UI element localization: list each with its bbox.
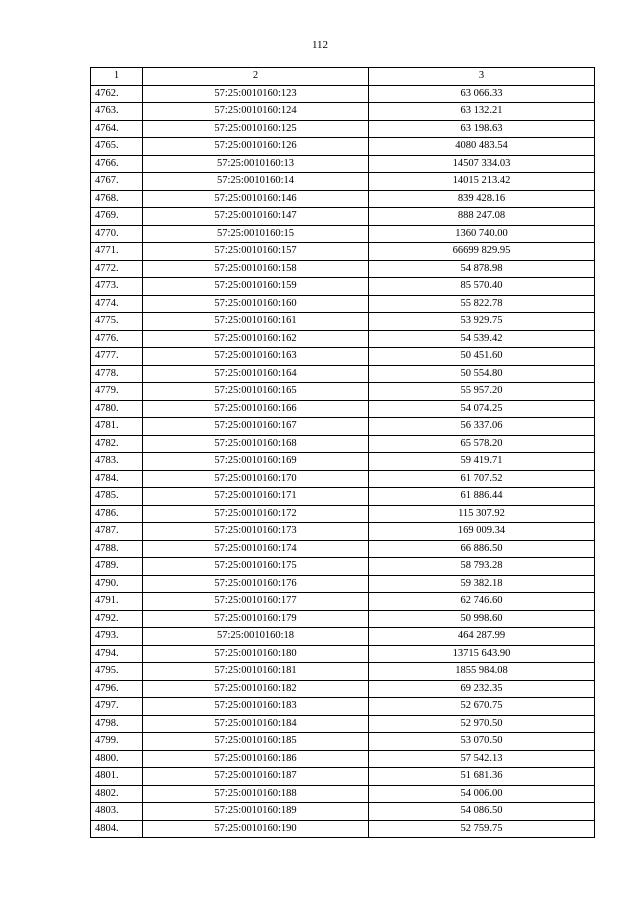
cadastral-value-cell: 50 451.60 <box>369 348 595 366</box>
cadastral-number-cell: 57:25:0010160:183 <box>143 698 369 716</box>
cadastral-value-cell: 13715 643.90 <box>369 645 595 663</box>
cadastral-value-cell: 54 006.00 <box>369 785 595 803</box>
row-number-cell: 4804. <box>91 820 143 838</box>
row-number-cell: 4770. <box>91 225 143 243</box>
cadastral-value-cell: 54 086.50 <box>369 803 595 821</box>
table-row <box>91 645 595 663</box>
table-row <box>91 470 595 488</box>
table-row <box>91 768 595 786</box>
table-row <box>91 243 595 261</box>
cadastral-number-cell: 57:25:0010160:159 <box>143 278 369 296</box>
cadastral-value-cell: 169 009.34 <box>369 523 595 541</box>
table-row <box>91 715 595 733</box>
row-number-cell: 4793. <box>91 628 143 646</box>
cadastral-number-cell: 57:25:0010160:175 <box>143 558 369 576</box>
cadastral-number-cell: 57:25:0010160:123 <box>143 85 369 103</box>
row-number-cell: 4772. <box>91 260 143 278</box>
row-number-cell: 4763. <box>91 103 143 121</box>
row-number-cell: 4775. <box>91 313 143 331</box>
cadastral-number-cell: 57:25:0010160:157 <box>143 243 369 261</box>
row-number-cell: 4777. <box>91 348 143 366</box>
row-number-cell: 4769. <box>91 208 143 226</box>
cadastral-value-cell: 54 878.98 <box>369 260 595 278</box>
cadastral-number-cell: 57:25:0010160:172 <box>143 505 369 523</box>
cadastral-number-cell: 57:25:0010160:174 <box>143 540 369 558</box>
cadastral-value-cell: 57 542.13 <box>369 750 595 768</box>
cadastral-value-cell: 50 554.80 <box>369 365 595 383</box>
cadastral-number-cell: 57:25:0010160:158 <box>143 260 369 278</box>
cadastral-value-cell: 51 681.36 <box>369 768 595 786</box>
table-header-row <box>91 68 595 86</box>
table-row <box>91 523 595 541</box>
row-number-cell: 4791. <box>91 593 143 611</box>
row-number-cell: 4784. <box>91 470 143 488</box>
cadastral-number-cell: 57:25:0010160:146 <box>143 190 369 208</box>
row-number-cell: 4795. <box>91 663 143 681</box>
cadastral-number-cell: 57:25:0010160:15 <box>143 225 369 243</box>
table-row <box>91 610 595 628</box>
cadastral-number-cell: 57:25:0010160:165 <box>143 383 369 401</box>
cadastral-value-table <box>90 67 595 838</box>
table-row <box>91 365 595 383</box>
cadastral-value-cell: 53 929.75 <box>369 313 595 331</box>
cadastral-number-cell: 57:25:0010160:177 <box>143 593 369 611</box>
row-number-cell: 4778. <box>91 365 143 383</box>
cadastral-number-cell: 57:25:0010160:14 <box>143 173 369 191</box>
row-number-cell: 4788. <box>91 540 143 558</box>
cadastral-number-cell: 57:25:0010160:164 <box>143 365 369 383</box>
cadastral-value-cell: 115 307.92 <box>369 505 595 523</box>
table-row <box>91 785 595 803</box>
table-row <box>91 278 595 296</box>
row-number-cell: 4802. <box>91 785 143 803</box>
page-number: 112 <box>311 39 329 51</box>
table-row <box>91 663 595 681</box>
cadastral-value-cell: 1855 984.08 <box>369 663 595 681</box>
cadastral-value-cell: 53 070.50 <box>369 733 595 751</box>
row-number-cell: 4773. <box>91 278 143 296</box>
row-number-cell: 4782. <box>91 435 143 453</box>
cadastral-value-cell: 839 428.16 <box>369 190 595 208</box>
cadastral-number-cell: 57:25:0010160:161 <box>143 313 369 331</box>
cadastral-value-cell: 58 793.28 <box>369 558 595 576</box>
row-number-cell: 4781. <box>91 418 143 436</box>
row-number-cell: 4803. <box>91 803 143 821</box>
cadastral-value-cell: 85 570.40 <box>369 278 595 296</box>
cadastral-number-cell: 57:25:0010160:147 <box>143 208 369 226</box>
cadastral-number-cell: 57:25:0010160:126 <box>143 138 369 156</box>
row-number-cell: 4792. <box>91 610 143 628</box>
table-row <box>91 628 595 646</box>
table-row <box>91 400 595 418</box>
table-row <box>91 225 595 243</box>
table-row <box>91 540 595 558</box>
row-number-cell: 4780. <box>91 400 143 418</box>
row-number-cell: 4794. <box>91 645 143 663</box>
table-row <box>91 820 595 838</box>
table-row <box>91 435 595 453</box>
cadastral-number-cell: 57:25:0010160:176 <box>143 575 369 593</box>
row-number-cell: 4767. <box>91 173 143 191</box>
row-number-cell: 4765. <box>91 138 143 156</box>
cadastral-value-cell: 69 232.35 <box>369 680 595 698</box>
row-number-cell: 4800. <box>91 750 143 768</box>
row-number-cell: 4766. <box>91 155 143 173</box>
cadastral-value-cell: 55 822.78 <box>369 295 595 313</box>
row-number-cell: 4801. <box>91 768 143 786</box>
table-row <box>91 313 595 331</box>
row-number-cell: 4776. <box>91 330 143 348</box>
table-row <box>91 295 595 313</box>
cadastral-value-cell: 59 419.71 <box>369 453 595 471</box>
table-row <box>91 680 595 698</box>
cadastral-number-cell: 57:25:0010160:162 <box>143 330 369 348</box>
cadastral-value-cell: 59 382.18 <box>369 575 595 593</box>
cadastral-value-cell: 52 670.75 <box>369 698 595 716</box>
cadastral-number-cell: 57:25:0010160:18 <box>143 628 369 646</box>
table-row <box>91 453 595 471</box>
cadastral-value-cell: 66699 829.95 <box>369 243 595 261</box>
table-row <box>91 260 595 278</box>
cadastral-value-cell: 464 287.99 <box>369 628 595 646</box>
table-row <box>91 330 595 348</box>
cadastral-number-cell: 57:25:0010160:169 <box>143 453 369 471</box>
cadastral-value-cell: 66 886.50 <box>369 540 595 558</box>
cadastral-value-cell: 1360 740.00 <box>369 225 595 243</box>
column-header-number: 1 <box>91 68 143 86</box>
table-row <box>91 750 595 768</box>
cadastral-number-cell: 57:25:0010160:160 <box>143 295 369 313</box>
table-row <box>91 418 595 436</box>
row-number-cell: 4796. <box>91 680 143 698</box>
row-number-cell: 4783. <box>91 453 143 471</box>
table-row <box>91 348 595 366</box>
row-number-cell: 4799. <box>91 733 143 751</box>
cadastral-value-cell: 54 074.25 <box>369 400 595 418</box>
cadastral-number-cell: 57:25:0010160:181 <box>143 663 369 681</box>
cadastral-number-cell: 57:25:0010160:167 <box>143 418 369 436</box>
table-row <box>91 138 595 156</box>
cadastral-number-cell: 57:25:0010160:171 <box>143 488 369 506</box>
row-number-cell: 4771. <box>91 243 143 261</box>
cadastral-value-cell: 61 886.44 <box>369 488 595 506</box>
table-row <box>91 558 595 576</box>
table-row <box>91 155 595 173</box>
row-number-cell: 4768. <box>91 190 143 208</box>
cadastral-number-cell: 57:25:0010160:170 <box>143 470 369 488</box>
table-row <box>91 488 595 506</box>
table-row <box>91 593 595 611</box>
table-row <box>91 120 595 138</box>
cadastral-value-cell: 14507 334.03 <box>369 155 595 173</box>
row-number-cell: 4789. <box>91 558 143 576</box>
cadastral-value-cell: 52 759.75 <box>369 820 595 838</box>
row-number-cell: 4774. <box>91 295 143 313</box>
cadastral-value-cell: 62 746.60 <box>369 593 595 611</box>
cadastral-value-cell: 52 970.50 <box>369 715 595 733</box>
cadastral-number-cell: 57:25:0010160:185 <box>143 733 369 751</box>
cadastral-value-cell: 61 707.52 <box>369 470 595 488</box>
table-row <box>91 575 595 593</box>
cadastral-number-cell: 57:25:0010160:13 <box>143 155 369 173</box>
row-number-cell: 4790. <box>91 575 143 593</box>
cadastral-value-cell: 63 198.63 <box>369 120 595 138</box>
cadastral-value-cell: 14015 213.42 <box>369 173 595 191</box>
table-body <box>91 85 595 838</box>
table-row <box>91 698 595 716</box>
cadastral-value-cell: 63 132.21 <box>369 103 595 121</box>
table-row <box>91 208 595 226</box>
table-row <box>91 103 595 121</box>
cadastral-number-cell: 57:25:0010160:173 <box>143 523 369 541</box>
cadastral-value-cell: 54 539.42 <box>369 330 595 348</box>
table-row <box>91 733 595 751</box>
cadastral-number-cell: 57:25:0010160:179 <box>143 610 369 628</box>
column-header-value: 3 <box>369 68 595 86</box>
cadastral-number-cell: 57:25:0010160:182 <box>143 680 369 698</box>
cadastral-number-cell: 57:25:0010160:187 <box>143 768 369 786</box>
column-header-cadastral-number: 2 <box>143 68 369 86</box>
cadastral-number-cell: 57:25:0010160:124 <box>143 103 369 121</box>
cadastral-value-cell: 50 998.60 <box>369 610 595 628</box>
row-number-cell: 4764. <box>91 120 143 138</box>
cadastral-value-cell: 56 337.06 <box>369 418 595 436</box>
cadastral-number-cell: 57:25:0010160:188 <box>143 785 369 803</box>
cadastral-value-cell: 55 957.20 <box>369 383 595 401</box>
cadastral-number-cell: 57:25:0010160:125 <box>143 120 369 138</box>
table-row <box>91 173 595 191</box>
table-row <box>91 803 595 821</box>
row-number-cell: 4797. <box>91 698 143 716</box>
row-number-cell: 4762. <box>91 85 143 103</box>
row-number-cell: 4785. <box>91 488 143 506</box>
cadastral-number-cell: 57:25:0010160:186 <box>143 750 369 768</box>
row-number-cell: 4779. <box>91 383 143 401</box>
cadastral-number-cell: 57:25:0010160:190 <box>143 820 369 838</box>
table-row <box>91 190 595 208</box>
row-number-cell: 4786. <box>91 505 143 523</box>
cadastral-value-cell: 888 247.08 <box>369 208 595 226</box>
cadastral-number-cell: 57:25:0010160:184 <box>143 715 369 733</box>
cadastral-number-cell: 57:25:0010160:168 <box>143 435 369 453</box>
table-row <box>91 383 595 401</box>
table-row <box>91 85 595 103</box>
cadastral-value-cell: 65 578.20 <box>369 435 595 453</box>
cadastral-value-cell: 4080 483.54 <box>369 138 595 156</box>
cadastral-value-cell: 63 066.33 <box>369 85 595 103</box>
cadastral-number-cell: 57:25:0010160:166 <box>143 400 369 418</box>
table-row <box>91 505 595 523</box>
cadastral-number-cell: 57:25:0010160:163 <box>143 348 369 366</box>
cadastral-number-cell: 57:25:0010160:189 <box>143 803 369 821</box>
cadastral-number-cell: 57:25:0010160:180 <box>143 645 369 663</box>
row-number-cell: 4798. <box>91 715 143 733</box>
row-number-cell: 4787. <box>91 523 143 541</box>
